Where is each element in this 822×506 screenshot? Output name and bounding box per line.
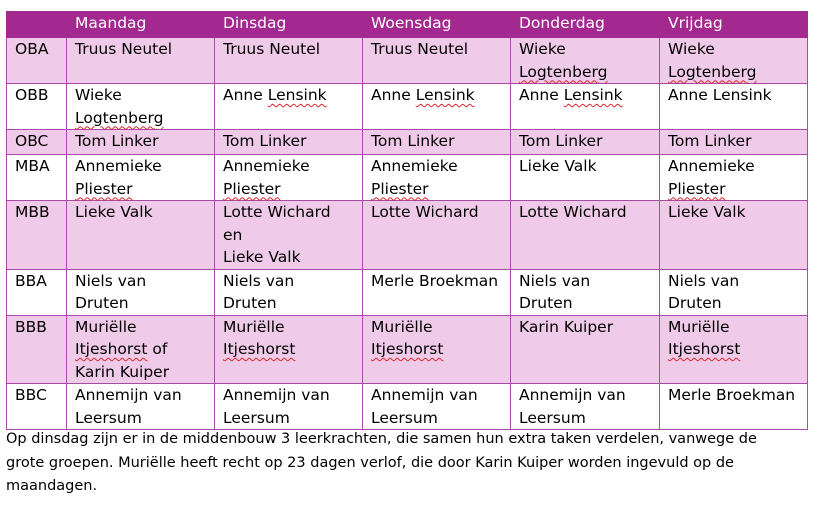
- teacher-cell: Lotte Wichard en Lieke Valk: [215, 201, 363, 270]
- teacher-cell: Anne Lensink: [363, 84, 511, 130]
- teacher-cell: Annemieke Pliester: [660, 155, 808, 201]
- group-label: BBA: [7, 269, 67, 315]
- teacher-cell: Lieke Valk: [511, 155, 660, 201]
- teacher-cell: Wieke Logtenberg: [67, 84, 215, 130]
- teacher-cell: Annemijn van Leersum: [215, 384, 363, 430]
- group-label: MBB: [7, 201, 67, 270]
- header-day: Maandag: [67, 12, 215, 38]
- table-row: [7, 269, 808, 315]
- header-day: Woensdag: [363, 12, 511, 38]
- teacher-cell: Annemijn van Leersum: [363, 384, 511, 430]
- teacher-cell: Muriëlle Itjeshorst: [363, 315, 511, 384]
- teacher-cell: Lieke Valk: [660, 201, 808, 270]
- teacher-cell: Tom Linker: [67, 130, 215, 155]
- teacher-cell: Tom Linker: [511, 130, 660, 155]
- teacher-cell: Truus Neutel: [215, 38, 363, 84]
- schedule-table: [6, 11, 808, 430]
- teacher-cell: Merle Broekman: [363, 269, 511, 315]
- group-label: BBB: [7, 315, 67, 384]
- table-row: [7, 201, 808, 270]
- teacher-cell: Karin Kuiper: [511, 315, 660, 384]
- table-row: [7, 130, 808, 155]
- teacher-cell: Wieke Logtenberg: [511, 38, 660, 84]
- teacher-cell: Lotte Wichard: [511, 201, 660, 270]
- header-day: Vrijdag: [660, 12, 808, 38]
- teacher-cell: Lotte Wichard: [363, 201, 511, 270]
- teacher-cell: Niels van Druten: [215, 269, 363, 315]
- teacher-cell: Tom Linker: [363, 130, 511, 155]
- table-row: [7, 315, 808, 384]
- teacher-cell: Truus Neutel: [363, 38, 511, 84]
- teacher-cell: Tom Linker: [215, 130, 363, 155]
- teacher-cell: Niels van Druten: [67, 269, 215, 315]
- group-label: OBA: [7, 38, 67, 84]
- teacher-cell: Wieke Logtenberg: [660, 38, 808, 84]
- teacher-cell: Niels van Druten: [660, 269, 808, 315]
- group-label: BBC: [7, 384, 67, 430]
- header-day: Dinsdag: [215, 12, 363, 38]
- header-day: Donderdag: [511, 12, 660, 38]
- group-label: OBC: [7, 130, 67, 155]
- teacher-cell: Anne Lensink: [511, 84, 660, 130]
- teacher-cell: Annemijn van Leersum: [67, 384, 215, 430]
- table-row: [7, 38, 808, 84]
- teacher-cell: Truus Neutel: [67, 38, 215, 84]
- header-corner: [7, 12, 67, 38]
- teacher-cell: Annemieke Pliester: [363, 155, 511, 201]
- teacher-cell: Anne Lensink: [660, 84, 808, 130]
- table-row: [7, 155, 808, 201]
- teacher-cell: Annemieke Pliester: [67, 155, 215, 201]
- teacher-cell: Merle Broekman: [660, 384, 808, 430]
- teacher-cell: Annemieke Pliester: [215, 155, 363, 201]
- teacher-cell: Niels van Druten: [511, 269, 660, 315]
- teacher-cell: Annemijn van Leersum: [511, 384, 660, 430]
- group-label: OBB: [7, 84, 67, 130]
- table-row: [7, 84, 808, 130]
- teacher-cell: Muriëlle Itjeshorst of Karin Kuiper: [67, 315, 215, 384]
- header-row: [7, 12, 808, 38]
- table-row: [7, 384, 808, 430]
- teacher-cell: Tom Linker: [660, 130, 808, 155]
- teacher-cell: Muriëlle Itjeshorst: [660, 315, 808, 384]
- teacher-cell: Lieke Valk: [67, 201, 215, 270]
- group-label: MBA: [7, 155, 67, 201]
- teacher-cell: Anne Lensink: [215, 84, 363, 130]
- teacher-cell: Muriëlle Itjeshorst: [215, 315, 363, 384]
- note-paragraph: Op dinsdag zijn er in de middenbouw 3 leerkrachten, die samen hun extra taken verdelen, vanwege de grote groepen. Muriëlle heeft recht op 23 dagen verlof, die door Karin Kuiper worden ingevuld op de maandagen.: [6, 431, 757, 494]
